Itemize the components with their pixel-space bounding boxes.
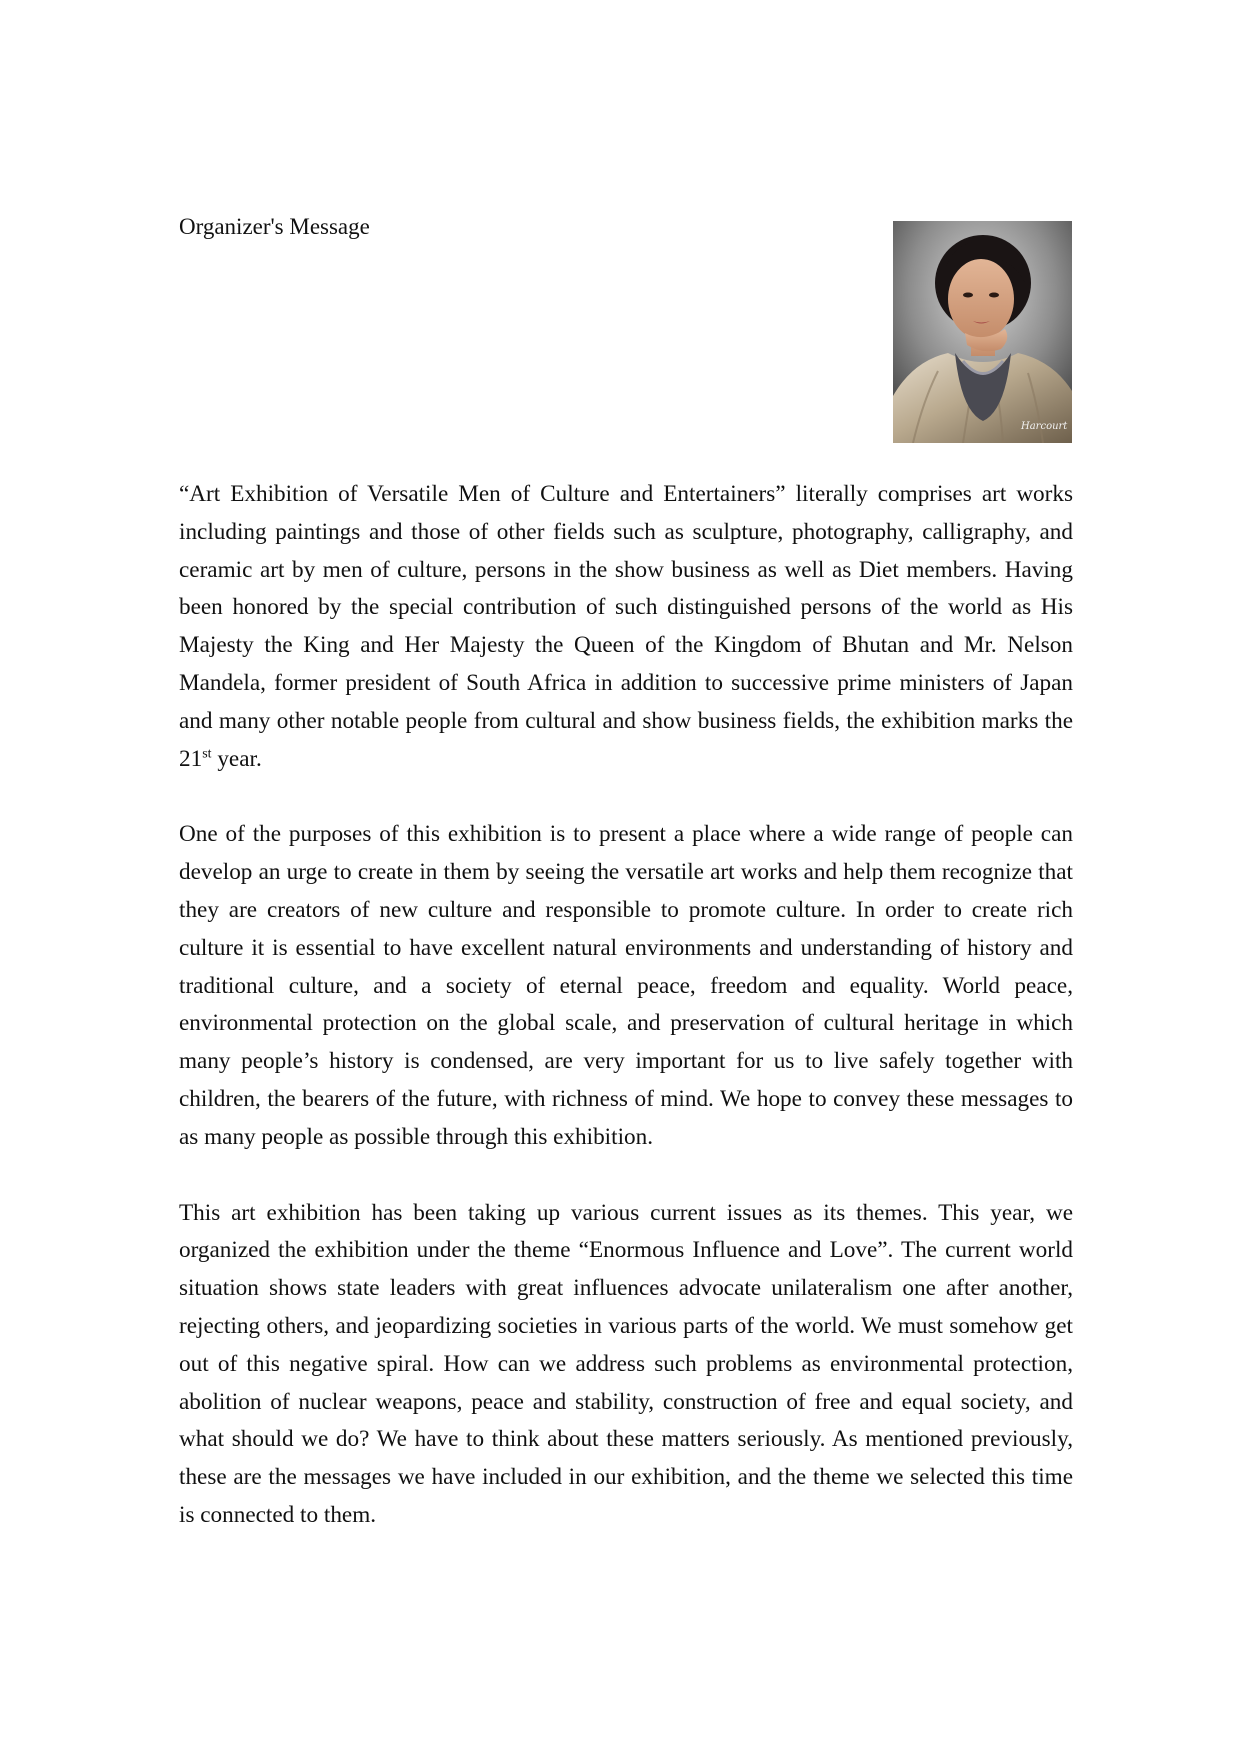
message-body: [179, 476, 1073, 1535]
paragraph-3: This art exhibition has been taking up various current issues as its themes. This year, we organized the exhibition under the theme “Enormous Influence and Love”. The current world situation shows state leaders with great influences advocate unilateralism one after another, rejecting others, and jeopardizing societies in various parts of the world. We must somehow get out of this negative spiral. How can we address such problems as environmental protection, abolition of nuclear weapons, peace and stability, construction of free and equal society, and what should we do? We have to think about these matters seriously. As mentioned previously, these are the messages we have included in our exhibition, and the theme we selected this time is connected to them.: [179, 1199, 1073, 1528]
photographer-signature: Harcourt: [1021, 421, 1068, 432]
ordinal-suffix: st: [202, 745, 212, 761]
paragraph-1: [179, 476, 1073, 778]
paragraph-1-text: “Art Exhibition of Versatile Men of Culture and Entertainers” literally comprises art works including paintings and those of other fields such as sculpture, photography, calligraphy, and ceramic art by men of culture, persons in the show business as well as Diet members. Having been honored by the special contribution of such distinguished persons of the world as His Majesty the King and Her Majesty the Queen of the Kingdom of Bhutan and Mr. Nelson Mandela, former president of South Africa in addition to successive prime ministers of Japan and many other notable people from cultural and show business fields, the exhibition marks the 21: [179, 481, 1073, 772]
organizer-portrait: [893, 221, 1072, 443]
paragraph-2: One of the purposes of this exhibition is to present a place where a wide range of people can develop an urge to create in them by seeing the versatile art works and help them recognize that they are creators of new culture and responsible to promote culture. In order to create rich culture it is essential to have excellent natural environments and understanding of history and traditional culture, and a society of eternal peace, freedom and equality. World peace, environmental protection on the global scale, and preservation of cultural heritage in which many people’s history is condensed, are very important for us to live safely together with children, the bearers of the future, with richness of mind. We hope to convey these messages to as many people as possible through this exhibition.: [179, 821, 1073, 1150]
paragraph-1-tail: year.: [211, 745, 262, 772]
page-title: Organizer's Message: [179, 214, 370, 239]
